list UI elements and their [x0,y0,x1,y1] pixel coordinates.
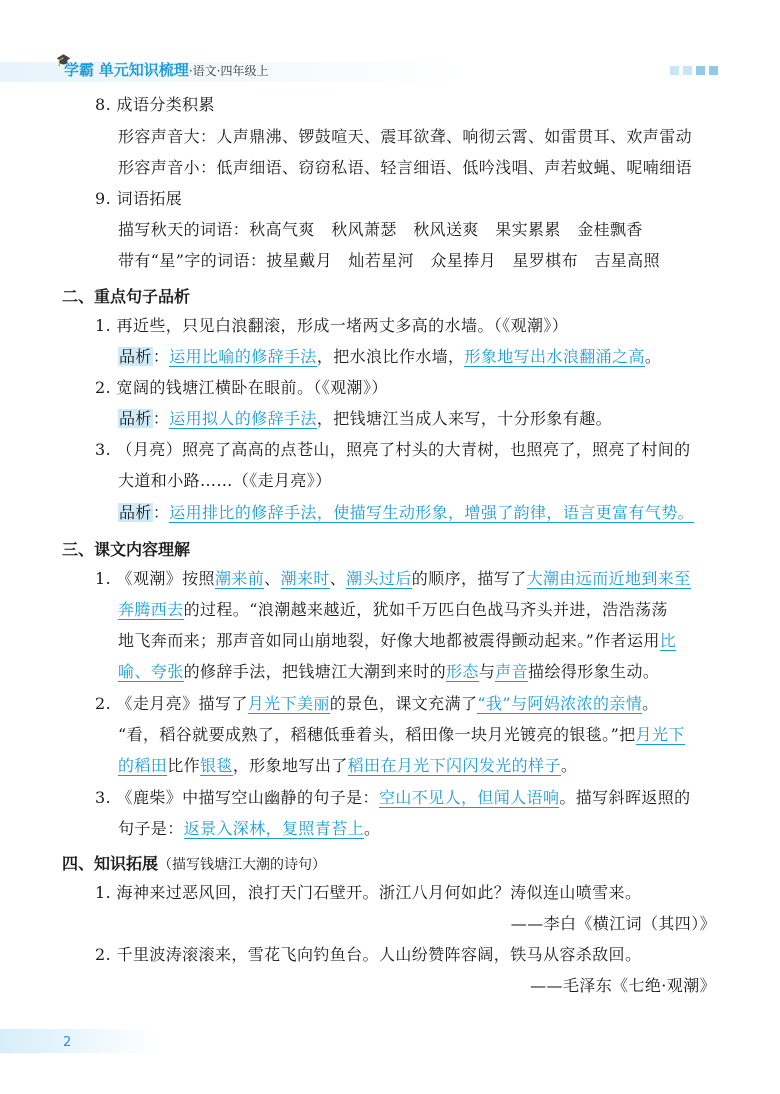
text: 地飞奔而来；那声音如同山崩地裂，好像大地都被震得颤动起来。”作者运用 [118,631,660,650]
text: 。 [642,694,659,713]
idioms: 低声细语、窃窃私语、轻言细语、低吟浅唱、声若蚊蝇、呢喃细语 [216,158,693,177]
page-header [0,0,780,84]
sentence: 大道和小路……（《走月亮》） [118,471,332,490]
text: 。描写斜晖返照的 [559,788,691,807]
answer: 形态 [446,662,479,681]
text: 1. 《观潮》按照 [95,569,215,588]
poem-source: ——李白《横江词（其四）》 [510,914,716,933]
analysis-tag: 品析 [119,409,152,428]
text-line [118,631,676,651]
text: ，形象地写出了 [232,756,348,775]
answer: “我”与阿妈浓浓的亲情 [477,694,643,713]
text: 。 [644,347,662,366]
answer: 潮来前 [214,569,265,588]
answer: 的稻田 [118,756,168,775]
analysis: 品析：运用比喻的修辞手法，把水浪比作水墙，形象地写出水浪翻涌之高。 [119,347,662,366]
brand-logo: 学霸 [64,61,95,79]
text-line [95,694,659,714]
section-heading [62,851,326,874]
deco-square [696,66,705,75]
book-title: 单元知识梳理 [98,61,189,79]
text: 、 [264,569,281,588]
text: 的顺序，描写了 [411,569,527,588]
text: ，把钱塘江当成人来写，十分形象有趣。 [316,409,613,428]
text-line [118,220,643,240]
header-title [64,59,268,80]
text-line [118,251,660,271]
answer: 声音 [495,662,529,681]
answer: 运用比喻的修辞手法 [169,347,317,366]
book-subtitle: ·语文·四年级上 [188,64,269,78]
section-heading: 二、重点句子品析 [62,287,191,306]
poem-source: ——毛泽东《七绝·观潮》 [530,976,716,995]
text: 3. 《鹿柴》中描写空山幽静的句子是： [95,788,379,807]
answer: 运用排比的修辞手法，使描写生动形象，增强了韵律，语言更富有气势。 [169,503,695,522]
text-line [118,725,685,745]
text-line [118,158,692,178]
text-line [95,569,691,589]
answer: 运用拟人的修辞手法 [169,409,317,428]
page-number: 2 [63,1035,72,1050]
heading-text: 四、知识拓展 [62,854,159,873]
analysis: 品析：运用排比的修辞手法，使描写生动形象，增强了韵律，语言更富有气势。 [119,503,695,522]
words: 秋高气爽 秋风萧瑟 秋风送爽 果实累累 金桂飘香 [249,220,643,239]
item-title: 9. 词语拓展 [95,189,183,208]
answer: 空山不见人，但闻人语响 [378,788,560,807]
text: 比作 [167,756,201,775]
poem-line: 2. 千里波涛滚滚来，雪花飞向钓鱼台。人山纷赞阵容阔，铁马从容杀敌回。 [95,945,642,964]
graduation-cap-icon: 🎓 [56,53,71,67]
label: 带有“星”字的词语： [118,251,267,270]
section-heading: 三、课文内容理解 [62,540,191,559]
answer: 月光下 [635,725,685,744]
text: 。 [364,819,381,838]
text: 描绘得形象生动。 [528,662,660,681]
text: 的过程。“浪潮越来越近，犹如千万匹白色战马齐头并进，浩浩荡荡 [183,600,668,619]
answer: 形象地写出水浪翻涌之高 [464,347,645,366]
text: 与 [478,662,496,681]
text-line [118,819,380,839]
sentence: 1. 再近些，只见白浪翻滚，形成一堵两丈多高的水墙。（《观潮》） [95,316,569,335]
heading-note: （描写钱塘江大潮的诗句） [158,857,327,873]
answer: 银毯 [200,756,233,775]
header-decoration [670,66,718,75]
text: 的景色，课文充满了 [329,694,478,713]
footer-band [0,1029,160,1053]
deco-square [683,66,692,75]
answer: 喻、夸张 [118,662,184,681]
text-line [118,600,668,620]
answer: 潮来时 [280,569,330,588]
answer: 奔腾西去 [118,600,184,619]
poem-line: 1. 海神来过恶风回，浪打天门石壁开。浙江八月何如此？涛似连山喷雪来。 [95,883,642,902]
item-title: 8. 成语分类积累 [95,95,215,114]
answer: 月光下美丽 [247,694,330,713]
idioms: 人声鼎沸、锣鼓喧天、震耳欲聋、响彻云霄、如雷贯耳、欢声雷动 [216,127,693,146]
label: 形容声音大： [118,127,217,146]
text-line [118,127,692,147]
sentence: 3. （月亮）照亮了高高的点苍山，照亮了村头的大青树，也照亮了，照亮了村间的 [95,440,691,459]
text: “看，稻谷就要成熟了，稻穗低垂着头，稻田像一块月光镀亮的银毯。”把 [118,725,636,744]
analysis-tag: 品析 [119,347,152,366]
text-line [95,788,691,808]
analysis: 品析：运用拟人的修辞手法，把钱塘江当成人来写，十分形象有趣。 [119,409,613,428]
text: 句子是： [118,819,184,838]
answer: 大潮由远而近地到来至 [526,569,691,588]
text-line [118,662,659,682]
label: 形容声音小： [118,158,217,177]
answer: 稻田在月光下闪闪发光的样子 [347,756,561,775]
text: 、 [329,569,347,588]
words: 披星戴月 灿若星河 众星捧月 星罗棋布 吉星高照 [266,251,660,270]
answer: 潮头过后 [346,569,412,588]
sentence: 2. 宽阔的钱塘江横卧在眼前。（《观潮》） [95,378,388,397]
text-line [118,756,577,776]
analysis-tag: 品析 [119,503,152,522]
text: ，把水浪比作水墙， [316,347,465,366]
answer: 比 [659,631,677,650]
text: 。 [560,756,578,775]
text: 的修辞手法，把钱塘江大潮到来时的 [183,662,447,681]
answer: 返景入深林，复照青苔上 [183,819,365,838]
text: 2. 《走月亮》描写了 [95,694,248,713]
deco-square [670,66,679,75]
label: 描写秋天的词语： [118,220,250,239]
deco-square [709,66,718,75]
